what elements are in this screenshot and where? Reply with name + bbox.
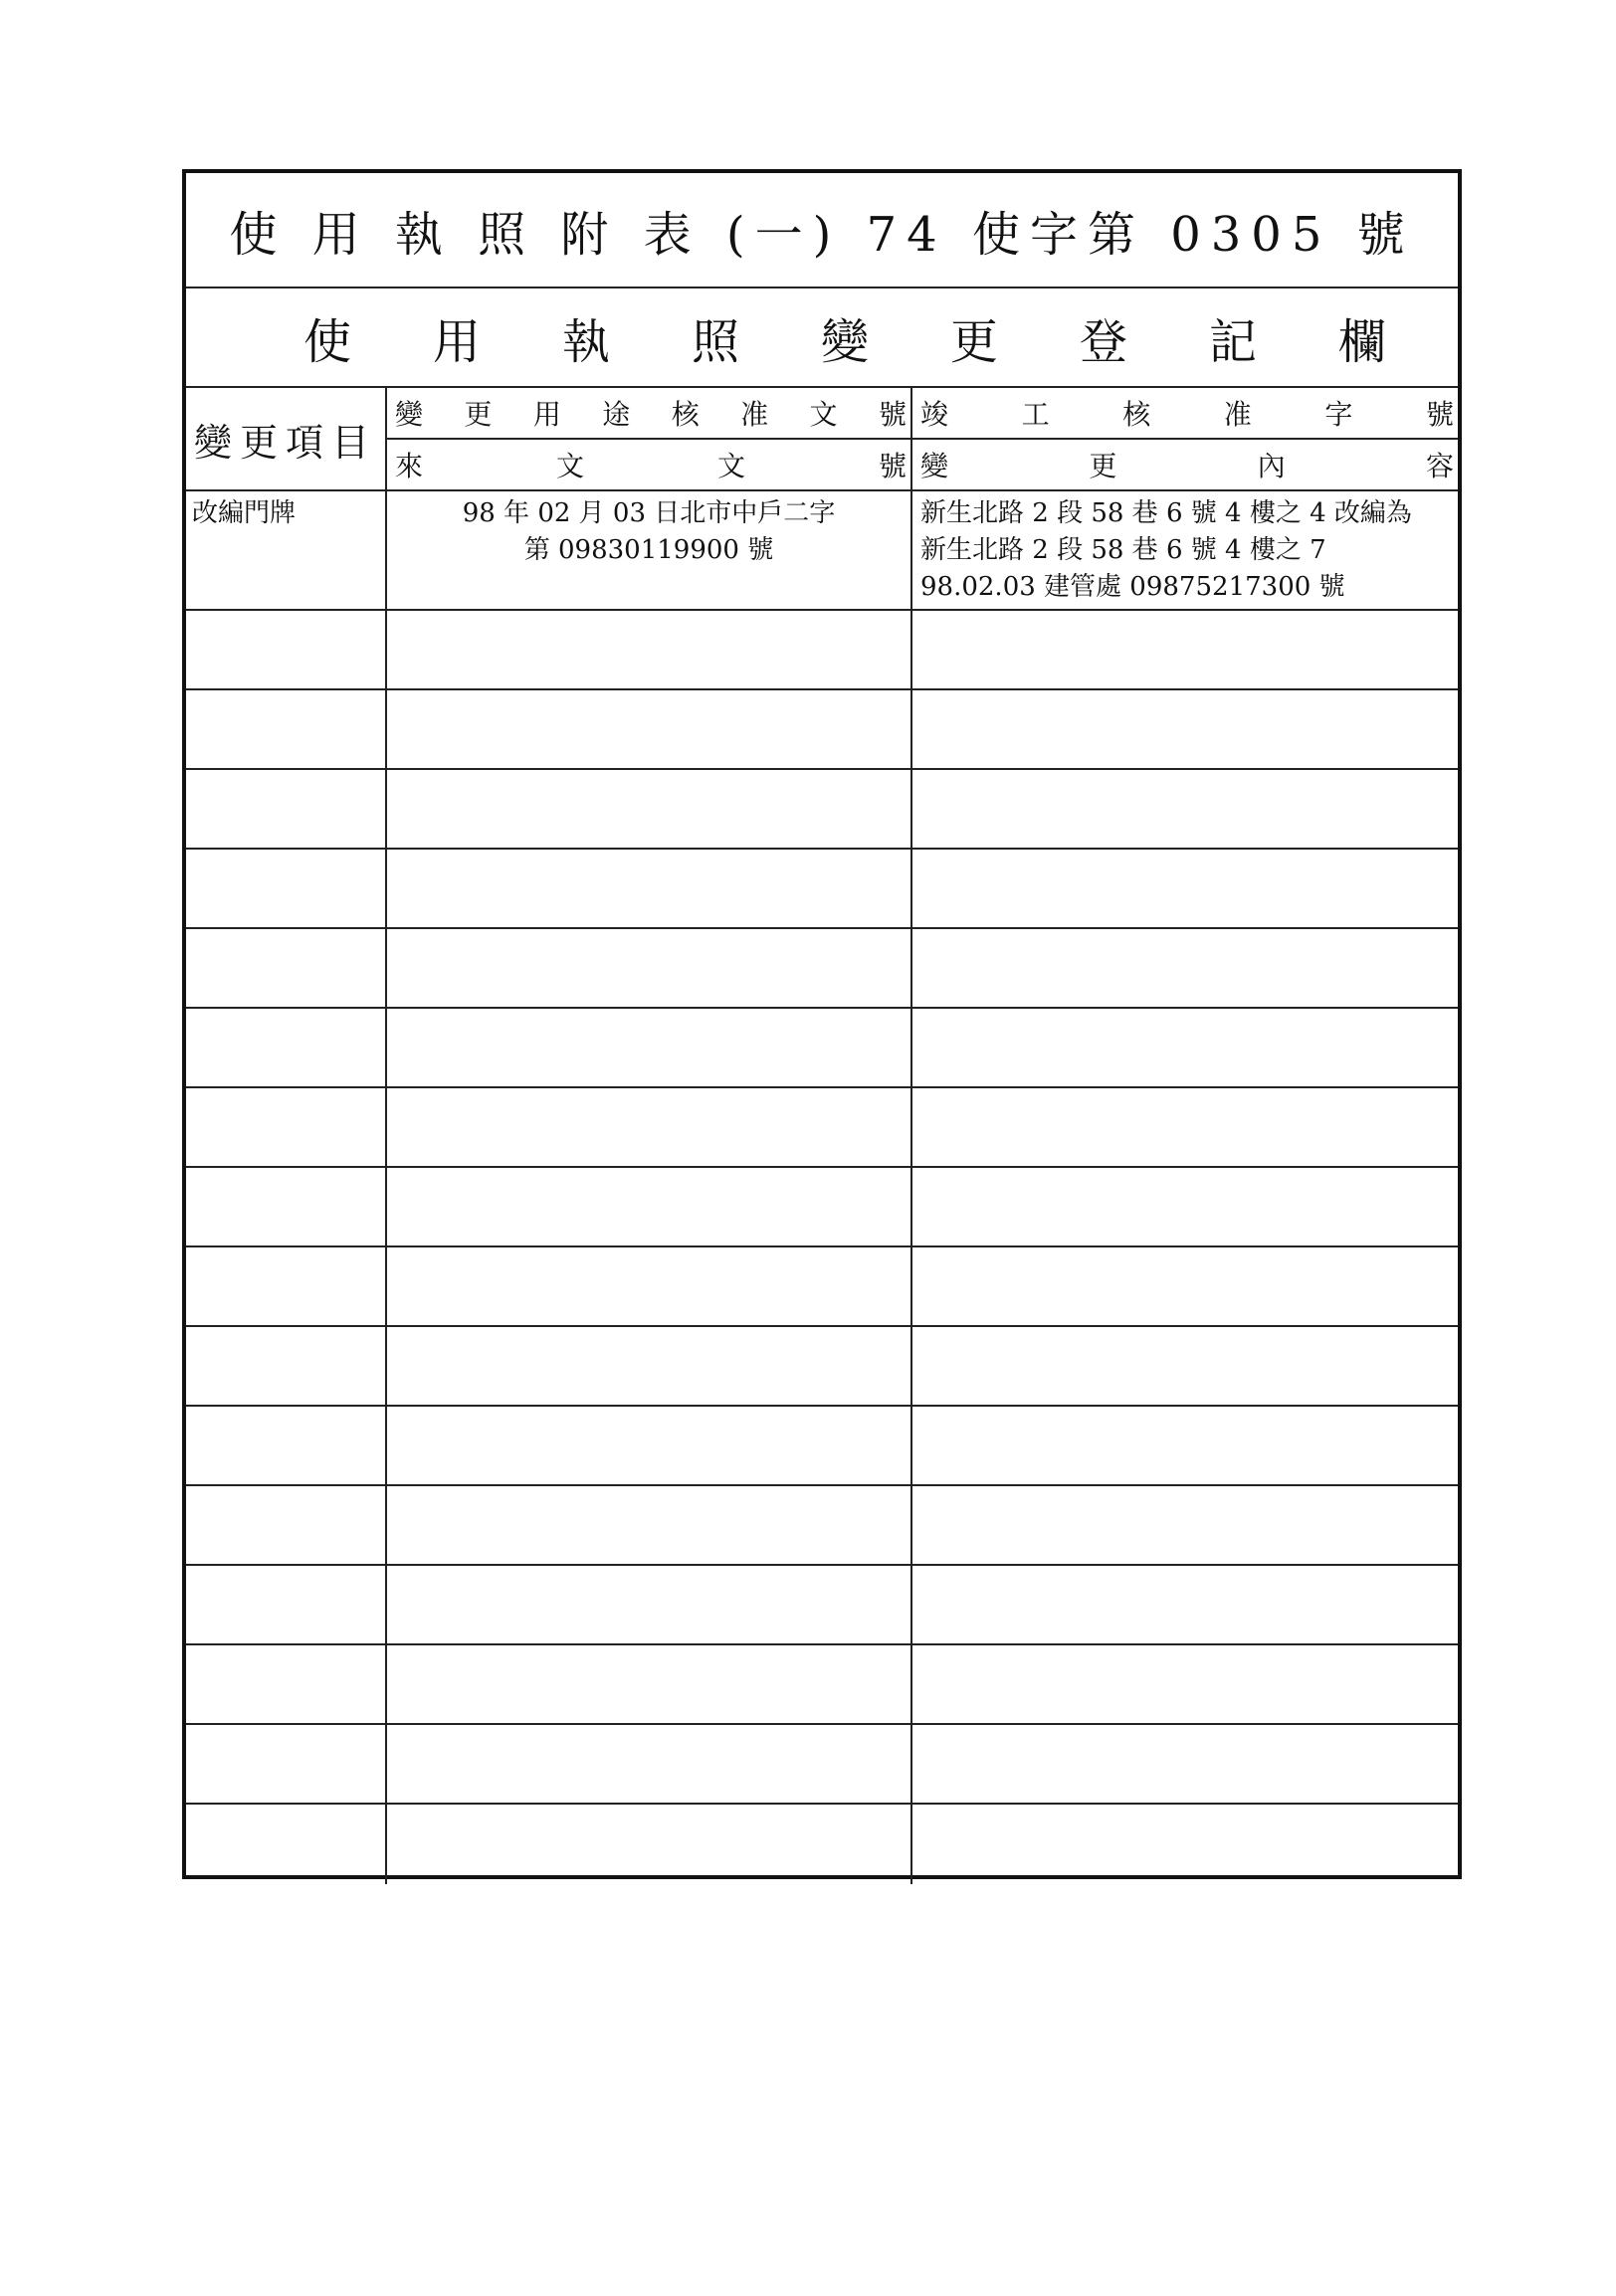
change-item-cell xyxy=(186,1566,387,1643)
section-title-char: 照 xyxy=(691,313,739,370)
section-title-char: 記 xyxy=(1208,313,1257,370)
table-row xyxy=(186,929,1458,1009)
change-content-cell xyxy=(912,770,1458,848)
change-item-cell: 改編門牌 xyxy=(186,491,387,609)
change-content-line: 98.02.03 建管處 09875217300 號 xyxy=(920,572,1345,602)
change-item-cell xyxy=(186,1009,387,1086)
section-title-char: 更 xyxy=(949,313,998,370)
header-char: 來 xyxy=(395,450,424,482)
document-number-cell xyxy=(387,611,912,688)
section-title xyxy=(186,288,1458,388)
change-content-cell xyxy=(912,850,1458,927)
header-char: 用 xyxy=(532,398,561,431)
document-number-cell xyxy=(387,1645,912,1723)
change-item-cell xyxy=(186,1645,387,1723)
table-row xyxy=(186,770,1458,850)
table-row xyxy=(186,611,1458,690)
change-content-cell xyxy=(912,1247,1458,1325)
header-char: 內 xyxy=(1257,450,1286,482)
header-char: 工 xyxy=(1021,398,1050,431)
header-char: 途 xyxy=(602,398,631,431)
table-row xyxy=(186,690,1458,770)
change-item-cell xyxy=(186,611,387,688)
title-row xyxy=(186,173,1458,288)
change-item-cell xyxy=(186,1407,387,1484)
header-change-content xyxy=(912,388,1458,491)
section-title-char: 變 xyxy=(820,313,869,370)
change-item-cell xyxy=(186,1805,387,1884)
section-title-char: 使 xyxy=(303,313,352,370)
change-content-line: 新生北路 2 段 58 巷 6 號 4 樓之 7 xyxy=(920,535,1326,565)
table-row xyxy=(186,1805,1458,1884)
header-char: 更 xyxy=(464,398,493,431)
change-content-line: 新生北路 2 段 58 巷 6 號 4 樓之 4 改編為 xyxy=(920,498,1412,528)
document-number-cell xyxy=(387,1566,912,1643)
header-char: 文 xyxy=(555,450,584,482)
header-document-number xyxy=(387,388,912,491)
section-title-char: 欄 xyxy=(1337,313,1386,370)
table-row xyxy=(186,1088,1458,1168)
header-char: 竣 xyxy=(920,398,949,431)
header-char: 核 xyxy=(1122,398,1151,431)
change-content-cell xyxy=(912,1327,1458,1405)
header-char: 字 xyxy=(1324,398,1353,431)
change-item-cell xyxy=(186,929,387,1007)
change-item-cell xyxy=(186,1725,387,1803)
change-content-cell xyxy=(912,1009,1458,1086)
header-change-item xyxy=(186,388,387,491)
change-item-cell xyxy=(186,1088,387,1166)
document-number-cell xyxy=(387,1805,912,1884)
table-row xyxy=(186,1566,1458,1645)
change-content-cell xyxy=(912,929,1458,1007)
change-content-cell xyxy=(912,1805,1458,1884)
table-row xyxy=(186,850,1458,929)
document-number-cell xyxy=(387,1725,912,1803)
document-number-line: 第 09830119900 號 xyxy=(523,535,774,565)
header-char: 號 xyxy=(878,398,907,431)
change-item-cell xyxy=(186,1247,387,1325)
change-content-cell xyxy=(912,611,1458,688)
header-change-item-label: 變更項目 xyxy=(193,420,377,465)
header-completion-approval-no xyxy=(912,388,1458,438)
table-row xyxy=(186,1168,1458,1247)
document-number-cell xyxy=(387,690,912,768)
header-char: 號 xyxy=(1425,398,1454,431)
document-number-cell xyxy=(387,850,912,927)
header-incoming-doc-no xyxy=(387,438,910,489)
document-number-cell xyxy=(387,1327,912,1405)
change-item-cell xyxy=(186,1486,387,1564)
section-title-char: 登 xyxy=(1079,313,1127,370)
header-char: 文 xyxy=(716,450,745,482)
header-change-content-label xyxy=(912,438,1458,489)
header-approval-doc-no xyxy=(387,388,910,438)
change-item-cell xyxy=(186,850,387,927)
header-char: 號 xyxy=(878,450,907,482)
table-row xyxy=(186,1407,1458,1486)
header-char: 變 xyxy=(920,450,949,482)
table-row xyxy=(186,1327,1458,1407)
document-number-cell xyxy=(387,1088,912,1166)
document-number-cell xyxy=(387,1247,912,1325)
header-char: 更 xyxy=(1089,450,1117,482)
change-content-cell xyxy=(912,1645,1458,1723)
document-number-cell xyxy=(387,491,912,609)
change-content-cell xyxy=(912,1725,1458,1803)
change-content-cell xyxy=(912,690,1458,768)
section-title-char: 用 xyxy=(432,313,481,370)
table-row xyxy=(186,1725,1458,1805)
header-char: 變 xyxy=(395,398,424,431)
document-number-cell xyxy=(387,1009,912,1086)
table-row xyxy=(186,491,1458,611)
table-row xyxy=(186,1645,1458,1725)
document-number-cell xyxy=(387,929,912,1007)
change-content-cell xyxy=(912,1486,1458,1564)
form-title: 使 用 執 照 附 表 (一) 74 使字第 0305 號 xyxy=(229,206,1415,263)
header-char: 准 xyxy=(740,398,769,431)
change-content-cell xyxy=(912,491,1458,609)
document-number-cell xyxy=(387,1407,912,1484)
change-content-cell xyxy=(912,1088,1458,1166)
change-content-cell xyxy=(912,1407,1458,1484)
document-number-cell xyxy=(387,770,912,848)
change-item-cell xyxy=(186,690,387,768)
table-row xyxy=(186,1486,1458,1566)
change-content-cell xyxy=(912,1566,1458,1643)
document-number-cell xyxy=(387,1486,912,1564)
header-char: 准 xyxy=(1223,398,1252,431)
change-content-cell xyxy=(912,1168,1458,1245)
document-number-line: 98 年 02 月 03 日北市中戶二字 xyxy=(462,498,836,528)
header-char: 核 xyxy=(671,398,700,431)
table-row xyxy=(186,1009,1458,1088)
header-char: 文 xyxy=(809,398,838,431)
change-item-cell xyxy=(186,770,387,848)
usage-license-form xyxy=(182,169,1462,1879)
change-item-cell xyxy=(186,1168,387,1245)
change-item-cell xyxy=(186,1327,387,1405)
header-char: 容 xyxy=(1425,450,1454,482)
table-row xyxy=(186,1247,1458,1327)
document-number-cell xyxy=(387,1168,912,1245)
section-title-char: 執 xyxy=(561,313,610,370)
